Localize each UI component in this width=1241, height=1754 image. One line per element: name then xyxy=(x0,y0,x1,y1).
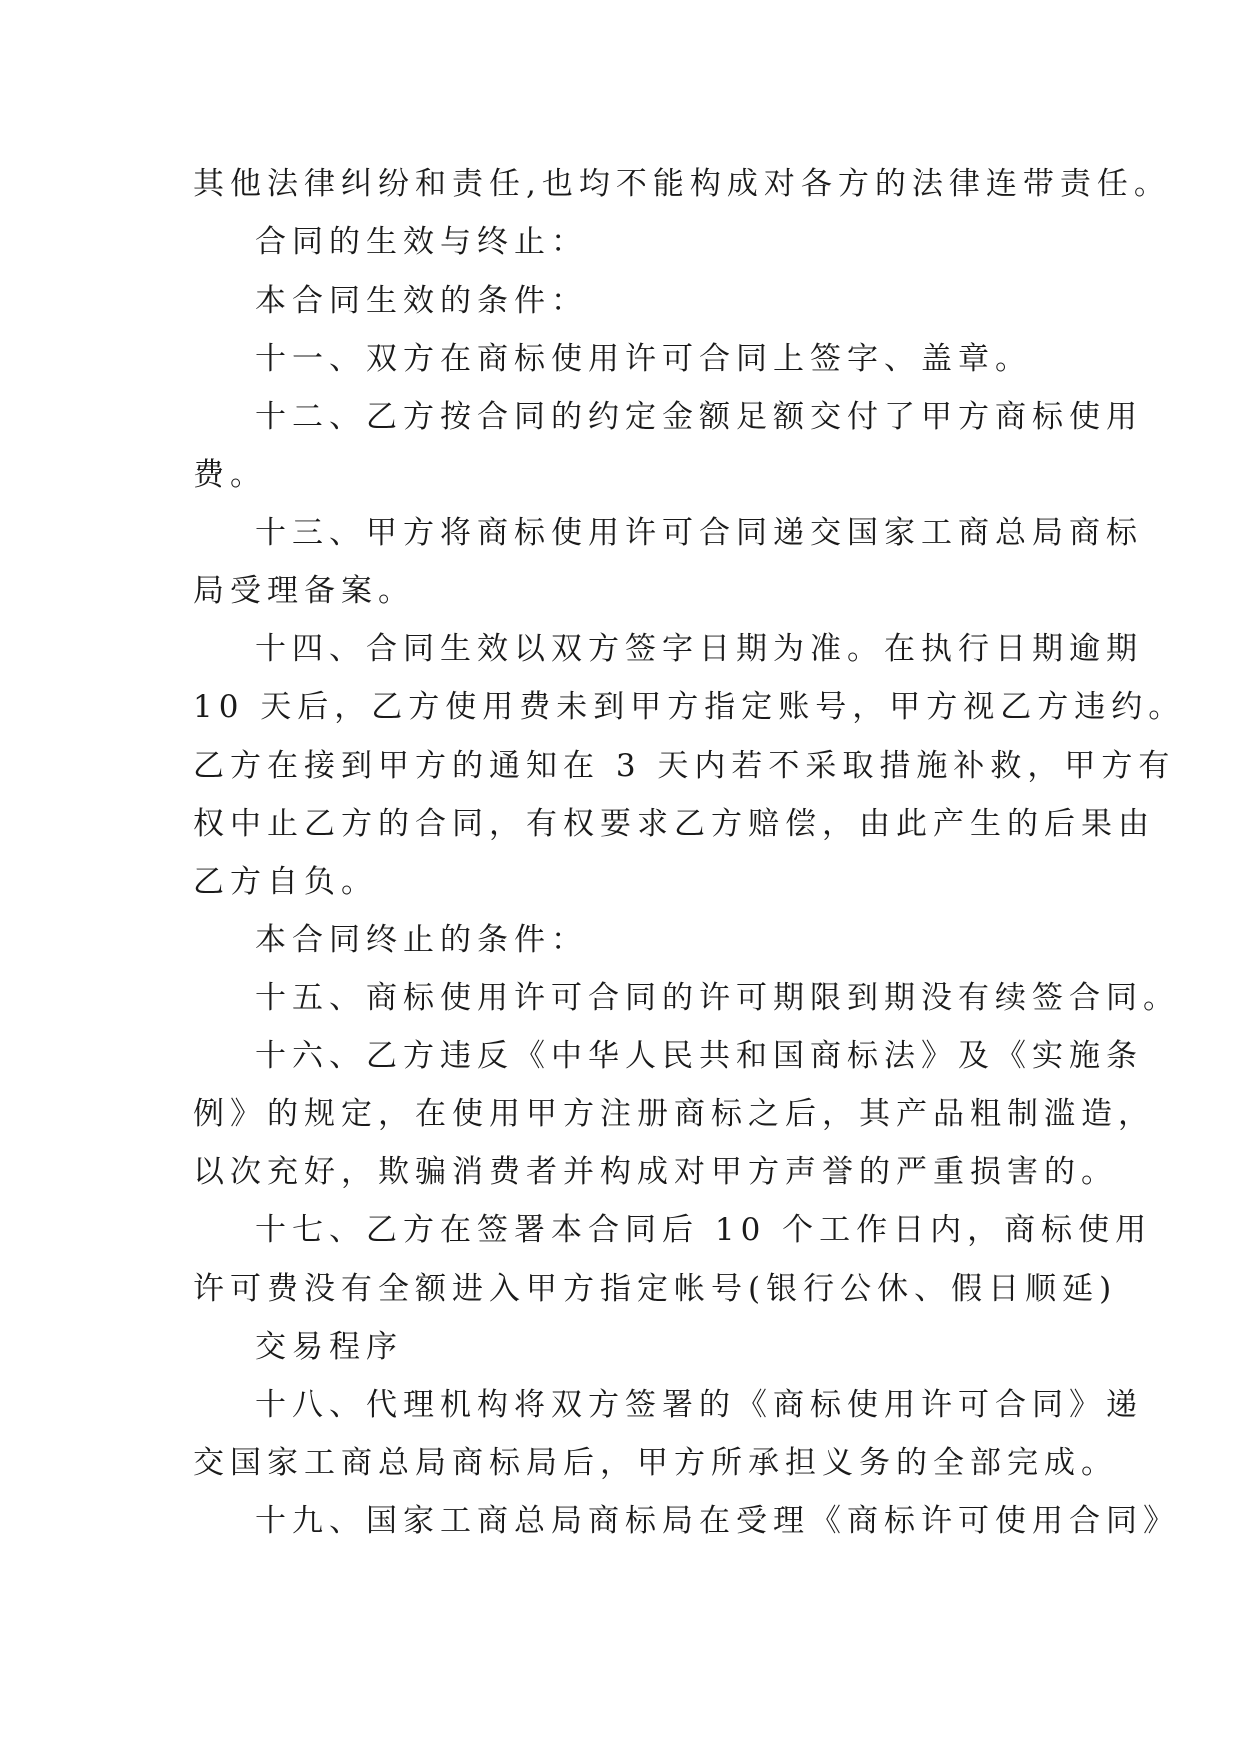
paragraph-line: 例》的规定，在使用甲方注册商标之后，其产品粗制滥造， xyxy=(193,1096,1155,1132)
paragraph-line: 许可费没有全额进入甲方指定帐号(银行公休、假日顺延) xyxy=(193,1271,1118,1307)
paragraph-line: 局受理备案。 xyxy=(193,573,415,609)
paragraph-line: 以次充好，欺骗消费者并构成对甲方声誉的严重损害的。 xyxy=(193,1154,1118,1190)
paragraph-line: 其他法律纠纷和责任,也均不能构成对各方的法律连带责任。 xyxy=(193,166,1171,202)
clause-15: 十五、商标使用许可合同的许可期限到期没有续签合同。 xyxy=(255,980,1180,1016)
clause-18: 十八、代理机构将双方签署的《商标使用许可合同》递 xyxy=(255,1387,1143,1423)
clause-16: 十六、乙方违反《中华人民共和国商标法》及《实施条 xyxy=(255,1038,1143,1074)
paragraph-line: 权中止乙方的合同，有权要求乙方赔偿，由此产生的后果由 xyxy=(193,806,1155,842)
paragraph-line: 费。 xyxy=(193,457,267,493)
section-heading: 交易程序 xyxy=(255,1329,403,1365)
paragraph-line: 交国家工商总局商标局后，甲方所承担义务的全部完成。 xyxy=(193,1445,1118,1481)
subsection-heading: 本合同终止的条件： xyxy=(255,922,588,958)
clause-13: 十三、甲方将商标使用许可合同递交国家工商总局商标 xyxy=(255,515,1143,551)
clause-19: 十九、国家工商总局商标局在受理《商标许可使用合同》 xyxy=(255,1503,1180,1539)
clause-11: 十一、双方在商标使用许可合同上签字、盖章。 xyxy=(255,341,1032,377)
clause-12: 十二、乙方按合同的约定金额足额交付了甲方商标使用 xyxy=(255,399,1143,435)
paragraph-line: 乙方自负。 xyxy=(193,864,378,900)
clause-14: 十四、合同生效以双方签字日期为准。在执行日期逾期 xyxy=(255,631,1143,667)
section-heading: 合同的生效与终止： xyxy=(255,224,588,260)
clause-17: 十七、乙方在签署本合同后 10 个工作日内，商标使用 xyxy=(255,1212,1153,1248)
paragraph-line: 10 天后，乙方使用费未到甲方指定账号，甲方视乙方违约。 xyxy=(193,689,1186,725)
paragraph-line: 乙方在接到甲方的通知在 3 天内若不采取措施补救，甲方有 xyxy=(193,748,1176,784)
subsection-heading: 本合同生效的条件： xyxy=(255,283,588,319)
